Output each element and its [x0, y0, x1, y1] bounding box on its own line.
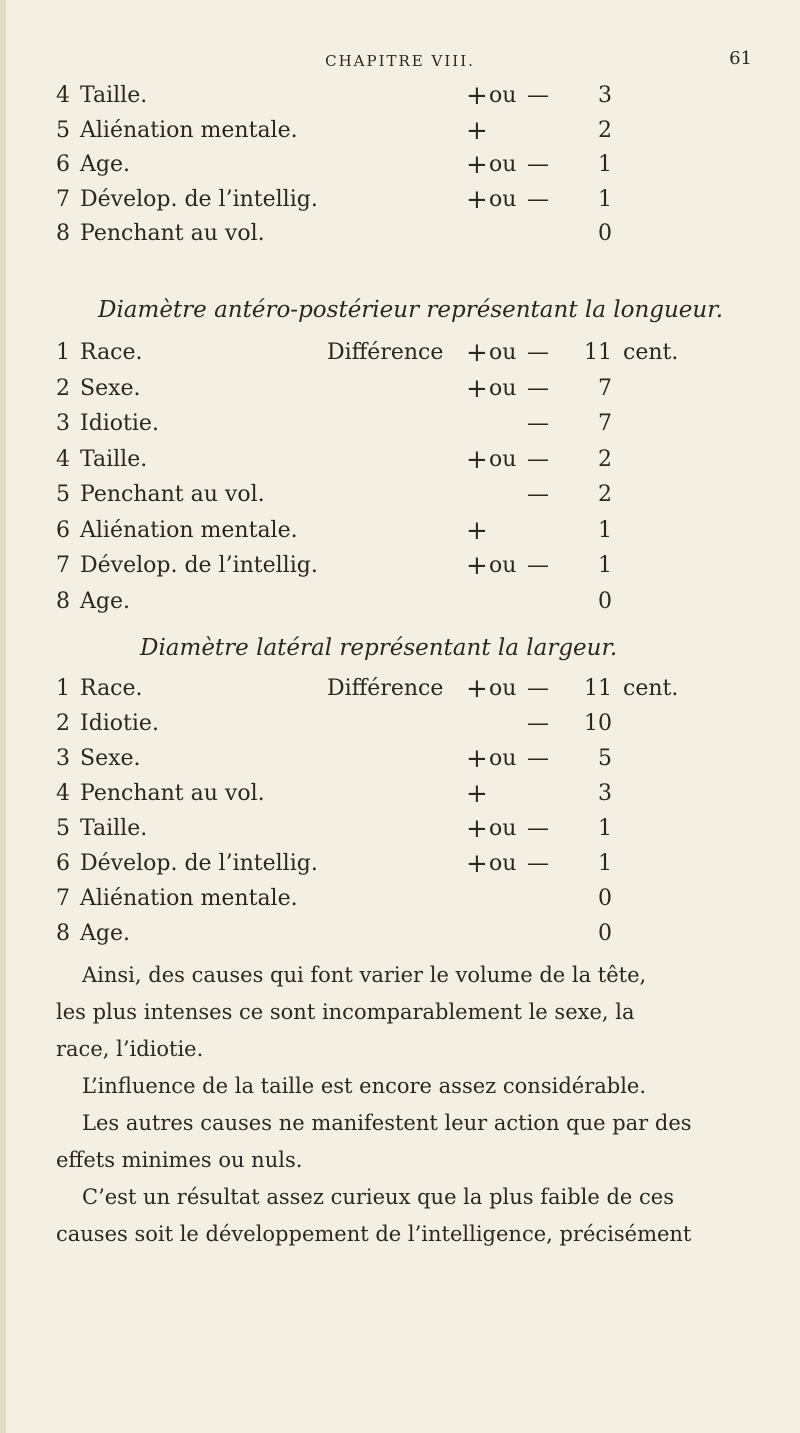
table-row — [0, 182, 800, 218]
table-row — [0, 477, 800, 513]
row-label: Aliénation mentale. — [80, 117, 298, 143]
row-label: Dévelop. de l’intellig. — [80, 553, 318, 578]
row-label: Aliénation mentale. — [80, 886, 298, 911]
row-number: 8 — [56, 921, 70, 946]
row-label: Penchant au vol. — [80, 221, 265, 246]
table-row — [0, 706, 800, 742]
table-row — [0, 671, 800, 707]
row-value: 11 — [584, 340, 612, 365]
row-ou: ou — [489, 446, 517, 472]
row-number: 4 — [56, 446, 70, 472]
table-row — [0, 881, 800, 917]
row-sign: + — [466, 373, 488, 404]
row-dash: — — [527, 746, 549, 771]
row-sign: + — [466, 150, 488, 180]
row-label: Dévelop. de l’intellig. — [80, 851, 318, 876]
row-value: 1 — [598, 816, 612, 841]
table-row — [0, 811, 800, 847]
row-label: Sexe. — [80, 375, 141, 401]
row-difference: Différence — [327, 340, 444, 365]
table-row — [0, 846, 800, 882]
row-label: Penchant au vol. — [80, 781, 265, 806]
row-value: 11 — [584, 676, 612, 701]
row-number: 1 — [56, 340, 70, 365]
table-row — [0, 741, 800, 777]
row-label: Age. — [80, 921, 130, 946]
row-sign: + — [466, 814, 488, 844]
row-value: 2 — [598, 482, 612, 507]
table-row — [0, 916, 800, 952]
text-line: C’est un résultat assez curieux que la plus faible de ces — [82, 1185, 674, 1209]
page-number: 61 — [729, 48, 752, 69]
row-sign: + — [466, 551, 488, 581]
page-header — [0, 48, 800, 78]
row-number: 2 — [56, 711, 70, 736]
row-label: Sexe. — [80, 746, 141, 771]
row-dash: — — [527, 411, 549, 436]
row-sign: + — [466, 674, 488, 704]
row-dash: — — [527, 446, 549, 472]
row-unit: cent. — [623, 340, 679, 365]
row-value: 1 — [598, 152, 612, 177]
table-row — [0, 406, 800, 442]
table-row — [0, 78, 800, 114]
table-row — [0, 584, 800, 620]
row-label: Taille. — [80, 816, 148, 841]
text-line: L’influence de la taille est encore assez considérable. — [82, 1074, 647, 1098]
row-label: Dévelop. de l’intellig. — [80, 186, 318, 212]
row-dash: — — [527, 340, 549, 365]
row-number: 7 — [56, 186, 70, 212]
table-row — [0, 442, 800, 478]
row-sign: + — [466, 115, 488, 146]
table-row — [0, 548, 800, 584]
row-number: 3 — [56, 746, 70, 771]
row-dash: — — [527, 186, 549, 212]
row-value: 5 — [598, 746, 612, 771]
row-sign: + — [466, 744, 488, 774]
row-dash: — — [527, 711, 549, 736]
row-label: Aliénation mentale. — [80, 517, 298, 543]
row-number: 3 — [56, 411, 70, 436]
row-dash: — — [527, 83, 549, 108]
row-value: 0 — [598, 886, 612, 911]
text-line: les plus intenses ce sont incomparablement le sexe, la — [56, 1000, 635, 1024]
row-value: 2 — [598, 117, 612, 143]
row-ou: ou — [489, 152, 517, 177]
row-unit: cent. — [623, 676, 679, 701]
section-title-lateral: Diamètre latéral représentant la largeur. — [140, 635, 618, 661]
text-line: Les autres causes ne manifestent leur action que par des — [82, 1111, 692, 1135]
row-number: 6 — [56, 152, 70, 177]
row-dash: — — [527, 816, 549, 841]
row-number: 4 — [56, 83, 70, 108]
row-label: Taille. — [80, 446, 148, 472]
row-value: 1 — [598, 851, 612, 876]
table-row — [0, 513, 800, 549]
row-sign: + — [466, 849, 488, 879]
row-value: 2 — [598, 446, 612, 472]
row-value: 3 — [598, 781, 612, 806]
table-row — [0, 216, 800, 252]
row-sign: + — [466, 444, 488, 475]
row-value: 7 — [598, 411, 612, 436]
row-sign: + — [466, 779, 488, 809]
row-label: Race. — [80, 340, 143, 365]
row-number: 4 — [56, 781, 70, 806]
text-line: causes soit le développement de l’intelligence, précisément — [56, 1222, 692, 1246]
row-sign: + — [466, 81, 488, 111]
row-ou: ou — [489, 375, 517, 401]
row-ou: ou — [489, 851, 517, 876]
row-ou: ou — [489, 816, 517, 841]
row-value: 1 — [598, 517, 612, 543]
table-row — [0, 113, 800, 149]
row-number: 6 — [56, 517, 70, 543]
row-ou: ou — [489, 340, 517, 365]
row-dash: — — [527, 676, 549, 701]
table-row — [0, 371, 800, 407]
row-number: 5 — [56, 482, 70, 507]
row-number: 2 — [56, 375, 70, 401]
row-label: Race. — [80, 676, 143, 701]
row-value: 0 — [598, 588, 612, 614]
row-label: Age. — [80, 588, 130, 614]
running-head: CHAPITRE VIII. — [325, 52, 475, 70]
row-value: 10 — [584, 711, 612, 736]
row-label: Age. — [80, 152, 130, 177]
row-ou: ou — [489, 676, 517, 701]
row-number: 8 — [56, 588, 70, 614]
row-value: 0 — [598, 921, 612, 946]
row-number: 7 — [56, 886, 70, 911]
row-number: 8 — [56, 221, 70, 246]
table-row — [0, 147, 800, 183]
row-number: 1 — [56, 676, 70, 701]
row-ou: ou — [489, 746, 517, 771]
table-row — [0, 776, 800, 812]
row-number: 6 — [56, 851, 70, 876]
section-title-antero-posterieur: Diamètre antéro-postérieur représentant la longueur. — [98, 297, 724, 323]
row-value: 0 — [598, 221, 612, 246]
row-label: Penchant au vol. — [80, 482, 265, 507]
row-dash: — — [527, 851, 549, 876]
row-number: 5 — [56, 816, 70, 841]
row-number: 5 — [56, 117, 70, 143]
row-value: 1 — [598, 186, 612, 212]
row-ou: ou — [489, 553, 517, 578]
row-sign: + — [466, 338, 488, 368]
row-dash: — — [527, 482, 549, 507]
row-number: 7 — [56, 553, 70, 578]
row-value: 3 — [598, 83, 612, 108]
row-ou: ou — [489, 186, 517, 212]
row-label: Idiotie. — [80, 411, 159, 436]
row-label: Idiotie. — [80, 711, 159, 736]
row-sign: + — [466, 515, 488, 546]
row-difference: Différence — [327, 676, 444, 701]
row-value: 1 — [598, 553, 612, 578]
text-line: race, l’idiotie. — [56, 1037, 204, 1061]
row-dash: — — [527, 553, 549, 578]
row-ou: ou — [489, 83, 517, 108]
text-line: effets minimes ou nuls. — [56, 1148, 303, 1172]
row-value: 7 — [598, 375, 612, 401]
row-dash: — — [527, 152, 549, 177]
text-line: Ainsi, des causes qui font varier le volume de la tête, — [82, 963, 647, 987]
row-label: Taille. — [80, 83, 148, 108]
row-sign: + — [466, 184, 488, 215]
table-row — [0, 335, 800, 371]
row-dash: — — [527, 375, 549, 401]
